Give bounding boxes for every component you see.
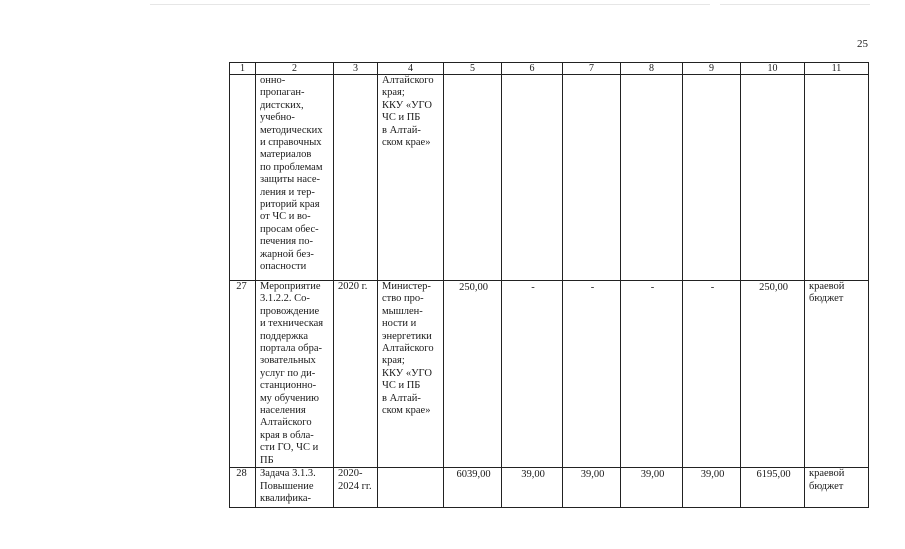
table-row	[230, 468, 869, 508]
cell-text-line: портала обра-	[260, 343, 322, 355]
cell-text-line: дистских,	[260, 99, 304, 111]
cell-text-line: ском крае»	[382, 405, 431, 417]
cell-text-line: Алтайского	[382, 75, 434, 86]
cell-text-line: Повышение	[260, 480, 314, 492]
cell-text-line: услуг по ди-	[260, 367, 316, 379]
cell-text-line: от ЧС и во-	[260, 211, 311, 223]
cell-text-line: мышлен-	[382, 305, 423, 317]
table-row	[230, 281, 869, 468]
column-number: 11	[805, 63, 869, 75]
cell-text-line: ском крае»	[382, 137, 431, 149]
amount-2022: -	[621, 281, 683, 468]
cell-text-line: защиты насе-	[260, 174, 321, 186]
column-number: 1	[230, 63, 256, 75]
amount-2023	[683, 75, 741, 281]
cell-text-line: Алтайского	[260, 417, 312, 429]
cell-text-line: квалифика-	[260, 492, 312, 504]
cell-text-line: опасности	[260, 261, 307, 273]
cell-text-line: населения	[260, 405, 306, 417]
column-number: 6	[502, 63, 563, 75]
cell-text-line: Задача 3.1.3.	[260, 468, 316, 480]
cell-text-line: жарной без-	[260, 248, 314, 260]
amount-2021: -	[563, 281, 621, 468]
column-number: 2	[256, 63, 334, 75]
cell-text-line: Мероприятие	[260, 281, 321, 292]
cell-text-line: ство про-	[382, 293, 424, 305]
column-number: 7	[563, 63, 621, 75]
cell-text-line: ЧС и ПБ	[382, 380, 421, 392]
amount-2024: 6195,00	[741, 468, 805, 508]
cell-text-line: края;	[382, 355, 405, 367]
cell-text-line: просам обес-	[260, 223, 319, 235]
table-row	[230, 75, 869, 281]
cell-text-line: по проблемам	[260, 161, 323, 173]
cell-text-line: Министер-	[382, 281, 431, 292]
cell-text-line: зовательных	[260, 355, 316, 367]
activity-name	[256, 468, 334, 508]
amount-2021	[563, 75, 621, 281]
amount-2023: -	[683, 281, 741, 468]
amount-2024: 250,00	[741, 281, 805, 468]
cell-text-line: ККУ «УГО	[382, 99, 432, 111]
cell-text-line: края в обла-	[260, 429, 314, 441]
amount-2022	[621, 75, 683, 281]
row-number	[230, 75, 256, 281]
amount-2020: 39,00	[502, 468, 563, 508]
cell-text-line: материалов	[260, 149, 312, 161]
cell-text-line: 2024 гг.	[338, 480, 372, 492]
cell-text-line: ПБ	[260, 454, 274, 466]
cell-text-line: пропаган-	[260, 87, 305, 99]
cell-text-line: ЧС и ПБ	[382, 112, 421, 124]
period	[334, 75, 378, 281]
cell-text-line: му обучению	[260, 392, 319, 404]
cell-text-line: в Алтай-	[382, 392, 421, 404]
cell-text-line: риторий края	[260, 199, 320, 211]
column-number: 10	[741, 63, 805, 75]
amount-total	[444, 75, 502, 281]
column-number: 9	[683, 63, 741, 75]
cell-text-line: ККУ «УГО	[382, 367, 432, 379]
amount-2024	[741, 75, 805, 281]
amount-2020: -	[502, 281, 563, 468]
executor	[378, 281, 444, 468]
cell-text-line: краевой	[809, 281, 845, 292]
cell-text-line: 3.1.2.2. Со-	[260, 293, 310, 305]
page-number: 25	[857, 38, 868, 50]
cell-text-line: поддержка	[260, 330, 309, 342]
cell-text-line: бюджет	[809, 480, 844, 492]
period	[334, 468, 378, 508]
column-number: 4	[378, 63, 444, 75]
program-table	[229, 62, 869, 508]
funding-source	[805, 75, 869, 281]
cell-text-line: и техническая	[260, 318, 324, 330]
amount-2023: 39,00	[683, 468, 741, 508]
cell-text-line: печения по-	[260, 236, 314, 248]
cell-text-line: бюджет	[809, 293, 844, 305]
cell-text-line: энергетики	[382, 330, 432, 342]
cell-text-line: краевой	[809, 468, 845, 480]
column-number: 3	[334, 63, 378, 75]
cell-text-line: сти ГО, ЧС и	[260, 442, 319, 454]
funding-source	[805, 468, 869, 508]
activity-name	[256, 281, 334, 468]
amount-2021: 39,00	[563, 468, 621, 508]
cell-text-line: провождение	[260, 305, 320, 317]
funding-source	[805, 281, 869, 468]
column-number: 8	[621, 63, 683, 75]
cell-text-line: ления и тер-	[260, 186, 315, 198]
row-number: 27	[230, 281, 256, 468]
cell-text-line: в Алтай-	[382, 124, 421, 136]
cell-text-line: Алтайского	[382, 343, 434, 355]
cell-text-line: станционно-	[260, 380, 317, 392]
column-number-row	[230, 63, 869, 75]
amount-2022: 39,00	[621, 468, 683, 508]
cell-text-line: методических	[260, 124, 323, 136]
period	[334, 281, 378, 468]
executor	[378, 468, 444, 508]
cell-text-line: края;	[382, 87, 405, 99]
scan-edge-line	[150, 4, 710, 5]
executor	[378, 75, 444, 281]
amount-total: 6039,00	[444, 468, 502, 508]
row-number: 28	[230, 468, 256, 508]
amount-total: 250,00	[444, 281, 502, 468]
column-number: 5	[444, 63, 502, 75]
cell-text-line: онно-	[260, 75, 286, 86]
scan-edge-line-right	[720, 4, 870, 5]
cell-text-line: учебно-	[260, 112, 295, 124]
cell-text-line: 2020 г.	[338, 281, 368, 292]
amount-2020	[502, 75, 563, 281]
cell-text-line: и справочных	[260, 137, 322, 149]
cell-text-line: ности и	[382, 318, 417, 330]
cell-text-line: 2020-	[338, 468, 363, 480]
activity-name	[256, 75, 334, 281]
